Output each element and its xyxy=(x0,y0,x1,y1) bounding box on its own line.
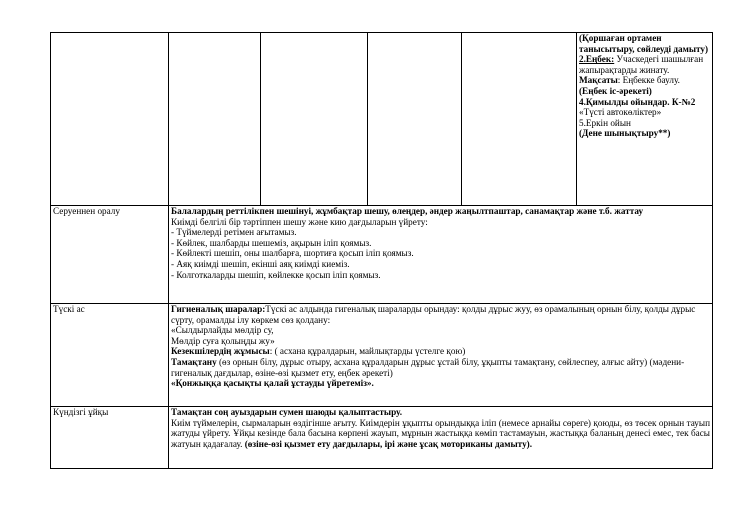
section-heading: Балалардың реттілікпен шешінуі, жұмбақтар шешу, өлеңдер, әндер жаңылтпаштар, санамақтар және т.б. жаттау xyxy=(171,206,644,216)
cell-lunch-content xyxy=(169,304,713,407)
list-item: Киімді белгілі бір тәртіппен шешу және кию дағдыларын үйрету: xyxy=(171,216,428,227)
cell-nap-content xyxy=(169,407,713,469)
closing-line: «Қонжыққа қасықты қалай ұстауды үйретеміз». xyxy=(171,378,374,389)
duty-text: : ( асхана құралдарын, майлықтарды үстелге қою) xyxy=(269,346,466,357)
activity-line xyxy=(579,75,710,86)
hygiene-heading: Гигиеналық шаралар: xyxy=(171,304,266,314)
row-activities xyxy=(51,33,713,206)
activity-line: (Еңбек іс-әрекеті) xyxy=(579,85,652,96)
cell-activities xyxy=(577,33,713,206)
list-item: - Көйлекті шешіп, оны шалбарға, шортиға қосып іліп қоямыз. xyxy=(171,248,414,259)
row-label: Серуеннен оралу xyxy=(51,206,169,304)
activity-line: (Дене шынықтыру**) xyxy=(579,128,671,139)
poem-line: Мөлдір суға қолыңды жу» xyxy=(171,335,275,346)
meal-heading: Тамақтану xyxy=(171,356,217,367)
activity-text-run: «Түсті автокөліктер» xyxy=(579,107,662,118)
duty-heading: Кезекшілердің жұмысы xyxy=(171,346,270,357)
activity-text-run: : Еңбекке баулу. xyxy=(617,75,680,86)
cell-label-empty xyxy=(51,33,169,206)
list-item: - Аяқ киімді шешіп, екінші аяқ киімді киеміз. xyxy=(171,258,350,269)
schedule-table xyxy=(50,32,713,469)
row-label: Күндізгі ұйқы xyxy=(51,407,169,469)
row-lunch xyxy=(51,304,713,407)
row-label: Түскі ас xyxy=(51,304,169,407)
cell-empty-2 xyxy=(261,33,368,206)
activity-text-run: Мақсаты xyxy=(579,75,618,86)
row-nap xyxy=(51,407,713,469)
activity-line: (Қоршаған ортамен танысытыру, сөйлеуді дамыту) xyxy=(579,33,709,54)
cell-empty-3 xyxy=(368,33,462,206)
nap-text: Киім түймелерін, сырмаларын өздігінше ағыту. Киімдерін ұқыпты орындыққа іліп (немесе арнайы сөреге) қоюды, өз төсек орнын тауып жатуды үйрету. Ұйқы кезінде бала басына көрпені жауып, мұрнын жастыққа көміп тастамауын, жастыққа баланың денесі емес, тек басы жатуын қадағалау. xyxy=(171,417,710,449)
list-item: - Колготкаларды шешіп, көйлекке қосып іліп қоямыз. xyxy=(171,269,381,280)
cell-return-content xyxy=(169,206,713,304)
activity-line: 5.Еркін ойын xyxy=(579,117,631,128)
activity-line xyxy=(579,54,710,75)
cell-empty-4 xyxy=(462,33,577,206)
nap-skills: (өзіне-өзі қызмет ету дағдылары, ірі және ұсақ моториканы дамыту). xyxy=(242,438,533,449)
activity-text-run: 4.Қимылды ойындар. К-№2 xyxy=(579,96,696,107)
list-item: - Көйлек, шалбарды шешеміз, ақырын іліп қоямыз. xyxy=(171,237,372,248)
list-item: - Түймелерді ретімен ағытамыз. xyxy=(171,227,297,238)
poem-line: «Сылдырлайды мөлдір су, xyxy=(171,325,274,336)
cell-empty-1 xyxy=(169,33,261,206)
row-return-from-walk xyxy=(51,206,713,304)
section-heading: Тамақтан соң ауыздарын сумен шаюды қалыптастыру. xyxy=(171,407,403,417)
meal-text: (өз орнын білу, дұрыс отыру, асхана құралдарын дұрыс ұстай білу, ұқыпты тамақтану, сөйлеспеу, алғыс айту) (мәдени-гигеналық дағдылар, өзіне-өзі қызмет ету, еңбек әрекеті) xyxy=(171,356,685,378)
hygiene-text: Түскі ас алдында гигеналық шараларды орындау: қолды дұрыс жуу, өз орамалының орнын білу, қолды дұрыс сүрту, орамалды ілу көркем сөз қолдану: xyxy=(171,304,696,325)
activity-line xyxy=(579,97,710,118)
activity-text-run: Учаскедегі шашылған жапырақтарды жинату. xyxy=(579,54,704,75)
activity-text-run: 2.Еңбек: xyxy=(579,54,615,65)
